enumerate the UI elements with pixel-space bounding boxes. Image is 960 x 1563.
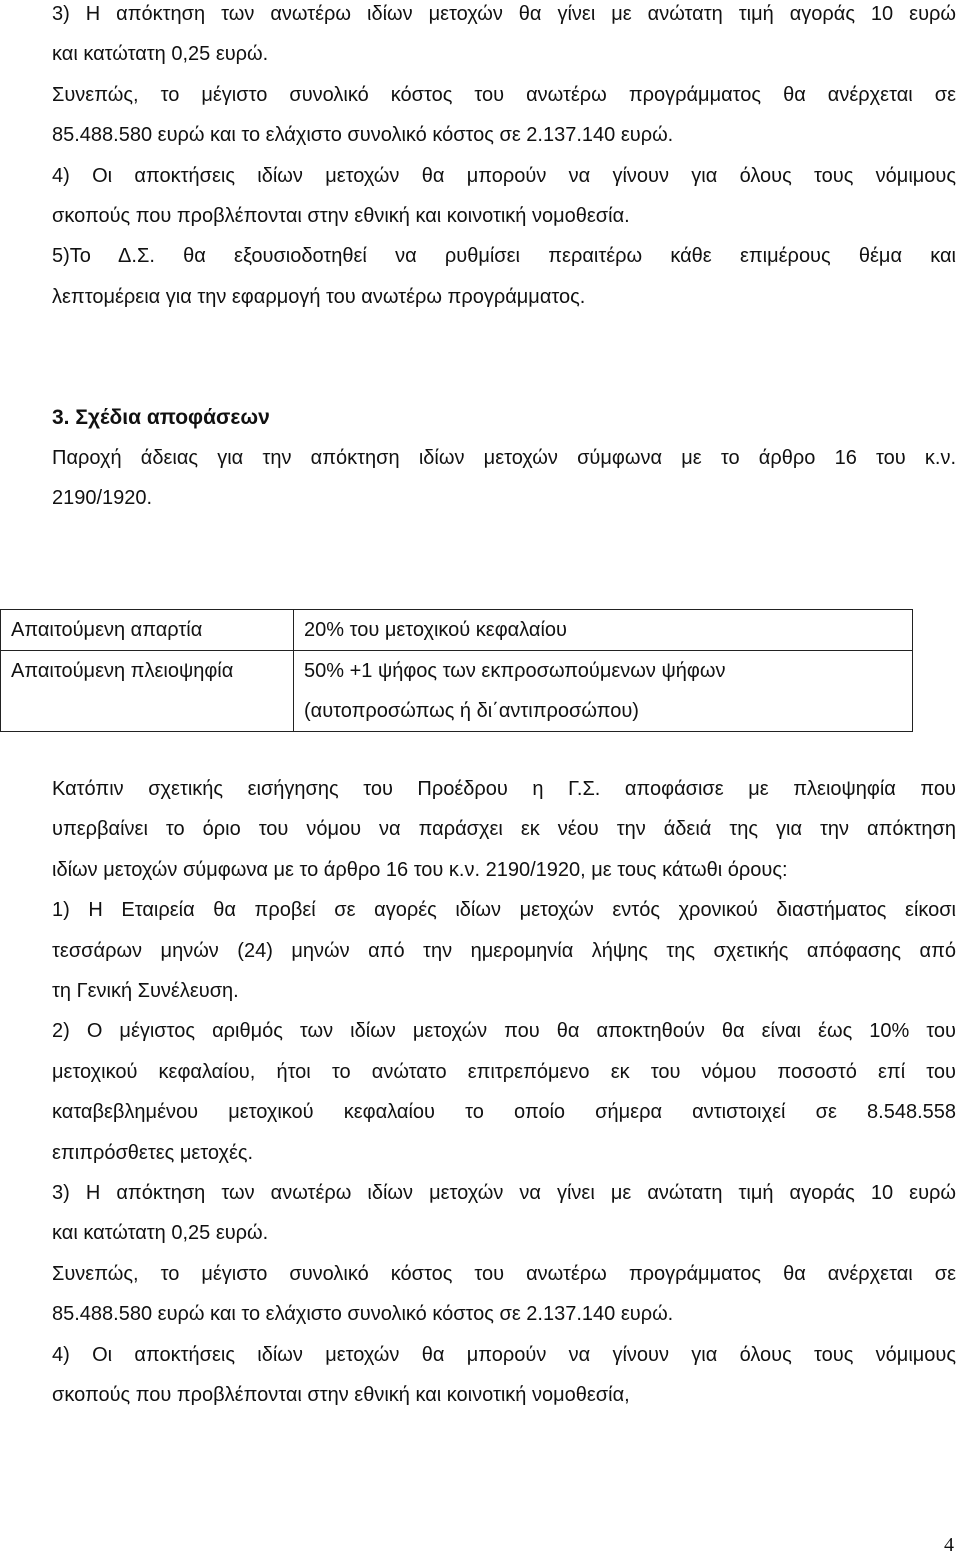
condition-1-line: τη Γενική Συνέλευση. xyxy=(52,980,239,1003)
section-intro-line1: Παροχή άδειας για την απόκτηση ιδίων μετοχών σύμφωνα με το άρθρο 16 του κ.ν. xyxy=(52,447,956,469)
item4-line2: σκοπούς που προβλέπονται στην εθνική και κοινοτική νομοθεσία. xyxy=(52,205,630,228)
majority-label: Απαιτούμενη πλειοψηφία xyxy=(1,651,294,732)
condition-4-line: σκοπούς που προβλέπονται στην εθνική και κοινοτική νομοθεσία, xyxy=(52,1384,630,1407)
condition-cost-line: 85.488.580 ευρώ και το ελάχιστο συνολικό κόστος σε 2.137.140 ευρώ. xyxy=(52,1303,674,1326)
top-block xyxy=(52,0,956,317)
requirements-table xyxy=(0,609,913,732)
majority-value-line1: 50% +1 ψήφος των εκπροσωπούμενων ψήφων xyxy=(304,660,726,682)
condition-2-line: επιπρόσθετες μετοχές. xyxy=(52,1141,254,1164)
condition-4-line: 4) Οι αποκτήσεις ιδίων μετοχών θα μπορούν να γίνουν για όλους τους νόμιμους xyxy=(52,1343,956,1366)
decision-line: Κατόπιν σχετικής εισήγησης του Προέδρου η Γ.Σ. αποφάσισε με πλειοψηφία που xyxy=(52,778,956,800)
item5-line2: λεπτομέρεια για την εφαρμογή του ανωτέρω προγράμματος. xyxy=(52,285,586,308)
item4-line1: 4) Οι αποκτήσεις ιδίων μετοχών θα μπορούν να γίνουν για όλους τους νόμιμους xyxy=(52,164,956,187)
condition-1-line: τεσσάρων μηνών (24) μηνών από την ημερομηνία λήψης της σχετικής απόφασης από xyxy=(52,939,956,962)
section-title: 3. Σχέδια αποφάσεων xyxy=(52,406,270,429)
section-3 xyxy=(52,398,956,519)
cost-line2: 85.488.580 ευρώ και το ελάχιστο συνολικό κόστος σε 2.137.140 ευρώ. xyxy=(52,124,674,147)
item3-line1: 3) Η απόκτηση των ανωτέρω ιδίων μετοχών θα γίνει με ανώτατη τιμή αγοράς 10 ευρώ xyxy=(52,3,956,25)
item5-line1: 5)Το Δ.Σ. θα εξουσιοδοτηθεί να ρυθμίσει περαιτέρω κάθε επιμέρους θέμα και xyxy=(52,245,956,268)
quorum-value: 20% του μετοχικού κεφαλαίου xyxy=(294,610,913,651)
majority-value xyxy=(294,651,913,732)
decision-block xyxy=(52,769,956,1416)
section-intro-line2: 2190/1920. xyxy=(52,487,153,510)
condition-cost-line: Συνεπώς, το μέγιστο συνολικό κόστος του ανωτέρω προγράμματος θα ανέρχεται σε xyxy=(52,1262,956,1285)
condition-2-line: μετοχικού κεφαλαίου, ήτοι το ανώτατο επιτρεπόμενο εκ του νόμου ποσοστό επί του xyxy=(52,1060,956,1083)
decision-line: ιδίων μετοχών σύμφωνα με το άρθρο 16 του κ.ν. 2190/1920, με τους κάτωθι όρους: xyxy=(52,858,788,881)
table-row xyxy=(1,651,913,732)
condition-3-line: 3) Η απόκτηση των ανωτέρω ιδίων μετοχών να γίνει με ανώτατη τιμή αγοράς 10 ευρώ xyxy=(52,1182,956,1205)
item3-line2: και κατώτατη 0,25 ευρώ. xyxy=(52,43,269,66)
condition-2-line: καταβεβλημένου μετοχικού κεφαλαίου το οποίο σήμερα αντιστοιχεί σε 8.548.558 xyxy=(52,1101,956,1124)
condition-1-line: 1) Η Εταιρεία θα προβεί σε αγορές ιδίων μετοχών εντός χρονικού διαστήματος είκοσι xyxy=(52,899,956,922)
quorum-label: Απαιτούμενη απαρτία xyxy=(1,610,294,651)
condition-3-line: και κατώτατη 0,25 ευρώ. xyxy=(52,1222,269,1245)
table-row xyxy=(1,610,913,651)
page-number: 4 xyxy=(944,1534,954,1556)
decision-line: υπερβαίνει το όριο του νόμου να παράσχει εκ νέου την άδειά της για την απόκτηση xyxy=(52,818,956,841)
condition-2-line: 2) Ο μέγιστος αριθμός των ιδίων μετοχών που θα αποκτηθούν θα είναι έως 10% του xyxy=(52,1020,956,1043)
cost-line1: Συνεπώς, το μέγιστο συνολικό κόστος του ανωτέρω προγράμματος θα ανέρχεται σε xyxy=(52,83,956,106)
majority-value-line2: (αυτοπροσώπως ή δι΄αντιπροσώπου) xyxy=(304,700,639,722)
